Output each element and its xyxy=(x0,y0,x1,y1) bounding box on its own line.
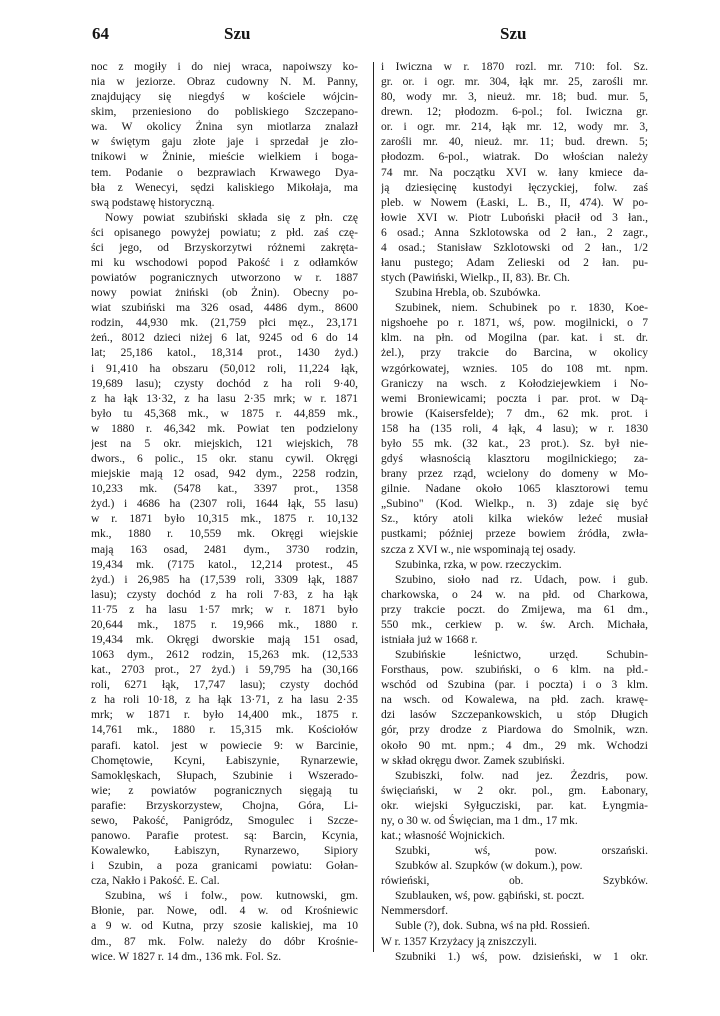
text-line: Nowy powiat szubiński składa się z płn. czę xyxy=(105,211,358,224)
text-line: istniała już w 1668 r. xyxy=(381,633,478,646)
text-line: nowy powiat żniński (ob Żnin). Obecny po- xyxy=(91,287,358,300)
text-line: było tu 45,368 mk., w 1875 r. 44,859 mk., xyxy=(91,407,358,420)
left-column xyxy=(91,60,358,965)
text-line: or. i ogr. mr. 214, łąk mr. 12, wody mr. 3, xyxy=(381,121,648,134)
text-line: wiat szubiński ma 326 osad, 4486 dym., 8600 xyxy=(91,302,358,315)
text-line: roli, 6271 łąk, 17,747 lasu); czysty dochód xyxy=(91,679,358,692)
text-line: Szubino, sioło nad rz. Udach, pow. i gub. xyxy=(395,573,648,586)
text-line: 20,644 mk., 1875 r. 19,966 mk., 1880 r. xyxy=(91,618,358,631)
text-line: tnikowi w Żninie, mieście wielkiem i boga- xyxy=(91,151,358,164)
text-line: noc z mogiły i do niej wraca, napoiwszy ko- xyxy=(91,61,358,73)
text-line: i Szubin, a poza granicami powiatu: Gołan- xyxy=(91,860,358,873)
text-line: ją dziesięcinę kustodyi łęczyckiej, folw. zaś xyxy=(381,181,648,194)
text-line: tem. Podanie o bezprawiach Krwawego Dya- xyxy=(91,166,358,179)
text-line: gdyś własnością klasztoru mogilnickiego; za- xyxy=(381,453,648,466)
text-line: mają 163 osad, 2481 dym., 3730 rodzin, xyxy=(91,543,358,556)
text-line: Chomętowie, Kcyni, Łabiszynie, Rynarzewie, xyxy=(91,754,358,767)
text-line: łanu pustego; Adam Zelieski od 2 łan. pu- xyxy=(381,257,648,270)
text-line: w świętym gaju złote jaje i sprzedał je zło- xyxy=(91,136,358,149)
text-line: wie; z powiatów pogranicznych sięgają tu xyxy=(91,784,358,797)
text-line: Nemmersdorf. xyxy=(381,905,449,918)
text-line: klm. na płn. od Mogilna (par. kat. i st. dr. xyxy=(381,332,648,345)
text-line: swą podstawę historyczną. xyxy=(91,196,215,209)
text-line: 1063 dym., 2612 rodzin, 15,263 mk. (12,533 xyxy=(91,649,358,662)
text-line: gilnie. Nadane około 1065 klasztorowi temu xyxy=(381,483,648,496)
text-line: kat., 2703 prot., 27 żyd.) i 59,795 ha (30,166 xyxy=(91,664,358,677)
text-line: znajdujący się niegdyś w kościele wójcin- xyxy=(91,91,358,104)
text-line: brany przez rząd, wcielony do domeny w Mo- xyxy=(381,468,648,481)
text-line: Szubiszki, folw. nad jez. Żezdris, pow. xyxy=(395,769,648,782)
text-line: lasu); czysty dochód z ha roli 7·83, z ha łąk xyxy=(91,588,358,601)
text-line: Suble (?), dok. Subna, wś na płd. Rossień. xyxy=(395,920,591,933)
text-line: Graniczy na wsch. z Kołodziejewkiem i No- xyxy=(381,377,648,390)
text-line: powiatów pogranicznych utworzono w r. 1887 xyxy=(91,272,358,285)
text-line: wice. W 1827 r. 14 dm., 136 mk. Fol. Sz. xyxy=(91,950,282,963)
text-line: zarośli mr. 40, nieuż. mr. 11; bud. drewn. 5; xyxy=(381,136,648,149)
text-line: i 91,410 ha obszaru (50,012 roli, 11,224 łąk, xyxy=(91,362,358,375)
text-line: miejskie mają 12 osad, 942 dym., 2258 rodzin, xyxy=(91,468,358,481)
text-line: Szubinek, niem. Schubinek po r. 1830, Koe- xyxy=(395,302,648,315)
text-line: jest na 5 okr. miejskich, 121 wiejskich, 78 xyxy=(91,437,358,450)
text-line: Błonie, par. Nowe, odl. 4 w. od Krośniewic xyxy=(91,905,358,918)
text-line: żel.), przy trakcie do Barcina, w okolicy xyxy=(381,347,648,360)
text-line: ny, o 30 w. od Święcian, ma 1 dm., 17 mk. xyxy=(381,814,578,827)
text-line: 80, wody mr. 3, nieuż. mr. 18; bud. mur. 5, xyxy=(381,91,648,104)
text-line: wemi Broniewicami; poczta i par. prot. w Dą- xyxy=(381,392,648,405)
text-line: w r. 1871 było 10,315 mk., 1875 r. 10,132 xyxy=(91,513,358,526)
text-line: Kowalewko, Łabiszyn, Rynarzewo, Sipiory xyxy=(91,845,358,858)
text-line: płodozm. 6-pol., wiatrak. Do włościan należy xyxy=(381,151,648,164)
text-line: 19,689 lasu); czysty dochód z ha roli 9·40, xyxy=(91,377,358,390)
text-line: Szubniki 1.) wś, pow. dzisieński, w 1 okr. xyxy=(395,950,648,963)
text-line: w 1880 r. 46,342 mk. Powiat ten podzielony xyxy=(91,422,358,435)
text-line: pleb. w Nowem (Łaski, L. B., II, 474). W po- xyxy=(381,196,648,209)
text-line: nia w jeziorze. Obraz cudowny N. M. Panny, xyxy=(91,76,358,89)
text-line: Samoklęskach, Słupach, Szubinie i Wszerado- xyxy=(91,769,358,782)
text-line: 158 ha (135 roli, 4 łąk, 4 lasu); w r. 1830 xyxy=(381,422,648,435)
text-line: z ha roli 10·18, z ha łąk 13·71, z ha lasu 2·35 xyxy=(91,694,358,707)
text-line: charkowska, o 24 w. na płd. od Charkowa, xyxy=(381,588,648,601)
text-line: dzi lasów Szczepankowskich, u stóp Długich xyxy=(381,709,648,722)
text-line: gór, przy drodze z Piardowa do Smolnik, wzn. xyxy=(381,724,648,737)
text-line: i Iwiczna w r. 1870 rozl. mr. 710: fol. Sz. xyxy=(381,61,648,73)
page-number: 64 xyxy=(92,24,109,43)
text-line: Szubinka, rzka, w pow. rzeczyckim. xyxy=(395,558,562,571)
text-line: w skład okręgu dwor. Zamek szubiński. xyxy=(381,754,565,767)
text-line: drewn. 12; płodozm. 6-pol.; fol. Iwiczna gr. xyxy=(381,106,648,119)
text-line: wschód od Szubina (par. i poczta) i o 3 klm. xyxy=(381,679,648,692)
text-line: parafi. katol. jest w powiecie 9: w Barcinie, xyxy=(91,739,358,752)
text-line: „Subino" (Kod. Wielkp., n. 3) zdaje się być xyxy=(381,498,648,511)
text-line: 10,233 mk. (5478 kat., 3397 prot., 1358 xyxy=(91,483,358,496)
text-line: mk., 1880 r. 10,559 mk. Okręgi wiejskie xyxy=(91,528,358,541)
text-line: mrk; w 1871 r. było 14,400 mk., 1875 r. xyxy=(91,709,358,722)
text-line: ści jego, od Brzyskorzytwi różnemi zakręta- xyxy=(91,241,358,254)
text-line: 11·75 z ha lasu 1·57 mrk; w r. 1871 było xyxy=(91,603,358,616)
text-line: 4 osad.; Stanisław Szklotowski od 2 łan., 1/2 xyxy=(381,241,648,254)
text-line: święciański, w 2 okr. pol., gm. Łabonary, xyxy=(381,784,648,797)
text-line: 14,761 mk., 1880 r. 15,315 mk. Kościołów xyxy=(91,724,358,737)
text-line: okr. wiejski Syłgucziski, par. kat. Łyngmia- xyxy=(381,799,648,812)
text-line: Szubińskie leśnictwo, urzęd. Schubin- xyxy=(395,649,648,662)
text-line: wa. W okolicy Żnina syn miotlarza znalazł xyxy=(91,121,358,134)
text-line: browie (Kaisersfelde); 7 dm., 62 mk. prot. i xyxy=(381,407,648,420)
text-line: rodzin, 44,930 mk. (21,759 płci męz., 23,171 xyxy=(91,317,358,330)
column-divider xyxy=(373,62,374,952)
text-line: 19,434 mk. Okręgi dworskie mają 151 osad, xyxy=(91,633,358,646)
text-line: na wsch. od Kowalewa, na płd. zach. krawę- xyxy=(381,694,648,707)
text-line: szcza z XVI w., nie wspominają tej osady. xyxy=(381,543,576,556)
text-line: Szubków al. Szupków (w dokum.), pow. xyxy=(395,860,583,873)
text-line: 550 mk., cerkiew p. w. św. Arch. Michała, xyxy=(381,618,648,631)
text-line: Szublauken, wś, pow. gąbiński, st. poczt. xyxy=(395,890,585,903)
text-line: cza, Nakło i Pakość. E. Cal. xyxy=(91,875,220,888)
text-line: pustkami; później przeze bowiem źródła, zwła- xyxy=(381,528,648,541)
text-line: wzgórkowatej, wznies. 105 do 108 mt. npm. xyxy=(381,362,648,375)
text-line: Forsthaus, pow. szubiński, o 6 klm. na płd.- xyxy=(381,664,648,677)
text-line: ści opisanego powyżej powiatu; z płd. zaś czę- xyxy=(91,226,358,239)
text-line: łowie XVI w. Piotr Luboński płacił od 3 łan., xyxy=(381,211,648,224)
running-head-right: Szu xyxy=(500,24,527,43)
text-line: żeń., 8012 dzieci niżej 6 lat, 9245 od 6 do 14 xyxy=(91,332,358,345)
text-line: a 9 w. od Kutna, przy szosie kaliskiej, ma 10 xyxy=(91,920,358,933)
text-line: przy trakcie poczt. do Zmijewa, ma 61 dm., xyxy=(381,603,648,616)
text-line: kat.; własność Wojnickich. xyxy=(381,829,505,842)
text-line: lat; 25,186 katol., 18,314 prot., 1430 żyd.) xyxy=(91,347,358,360)
text-line: około 90 mt. npm.; 4 dm., 29 mk. Wchodzi xyxy=(381,739,648,752)
text-line: 74 mr. Na początku XVI w. łany kmiece da- xyxy=(381,166,648,179)
text-line: żyd.) i 26,985 ha (17,539 roli, 3309 łąk, 1887 xyxy=(91,573,358,586)
text-line: żyd.) i 4686 ha (2307 roli, 1644 łąk, 55 lasu) xyxy=(91,498,358,511)
text-line: Szubina Hrebla, ob. Szubówka. xyxy=(395,287,541,300)
right-column xyxy=(381,60,648,965)
text-line: parafie: Brzyskorzystew, Chojna, Góra, Li- xyxy=(91,799,358,812)
text-line: sewo, Pakość, Panigródz, Smogulec i Szcze- xyxy=(91,814,358,827)
text-line: rówieński, ob. Szybków. xyxy=(381,875,648,888)
text-line: panowo. Parafie protest. są: Barcin, Kcynia, xyxy=(91,829,358,842)
text-line: 19,434 mk. (7175 katol., 12,214 protest., 45 xyxy=(91,558,358,571)
text-line: mi ku wschodowi popod Pakość i z odłamków xyxy=(91,257,358,270)
text-line: bła z Wenecyi, sędzi kaliskiego Mikołaja, ma xyxy=(91,181,358,194)
text-line: Szubina, wś i folw., pow. kutnowski, gm. xyxy=(105,890,358,903)
text-line: dm., 87 mk. Folw. należy do dóbr Krośnie- xyxy=(91,935,358,948)
text-line: stych (Pawiński, Wielkp., II, 83). Br. Ch. xyxy=(381,272,570,285)
text-line: skim, przeniesiono do pobliskiego Szczepano- xyxy=(91,106,358,119)
text-line: było 55 mk. (32 kat., 23 prot.). Sz. był nie- xyxy=(381,437,648,450)
text-line: W r. 1357 Krzyżacy ją zniszczyli. xyxy=(381,935,537,948)
text-line: gr. or. i ogr. mr. 304, łąk mr. 25, zarośli mr. xyxy=(381,76,648,89)
text-line: z ha łąk 13·32, z ha lasu 2·35 mrk; w r. 1871 xyxy=(91,392,358,405)
text-line: nigshoehe po r. 1871, wś, pow. mogilnicki, o 7 xyxy=(381,317,648,330)
running-head-left: Szu xyxy=(224,24,251,43)
text-line: Szubki, wś, pow. orszański. xyxy=(395,845,648,858)
text-line: 6 osad.; Anna Szklotowska od 2 łan., 2 zagr., xyxy=(381,226,648,239)
text-line: dwors., 6 polic., 15 okr. stanu cywil. Okręgi xyxy=(91,453,358,466)
text-line: Sz., który atoli kilka wieków leżeć musiał xyxy=(381,513,648,526)
